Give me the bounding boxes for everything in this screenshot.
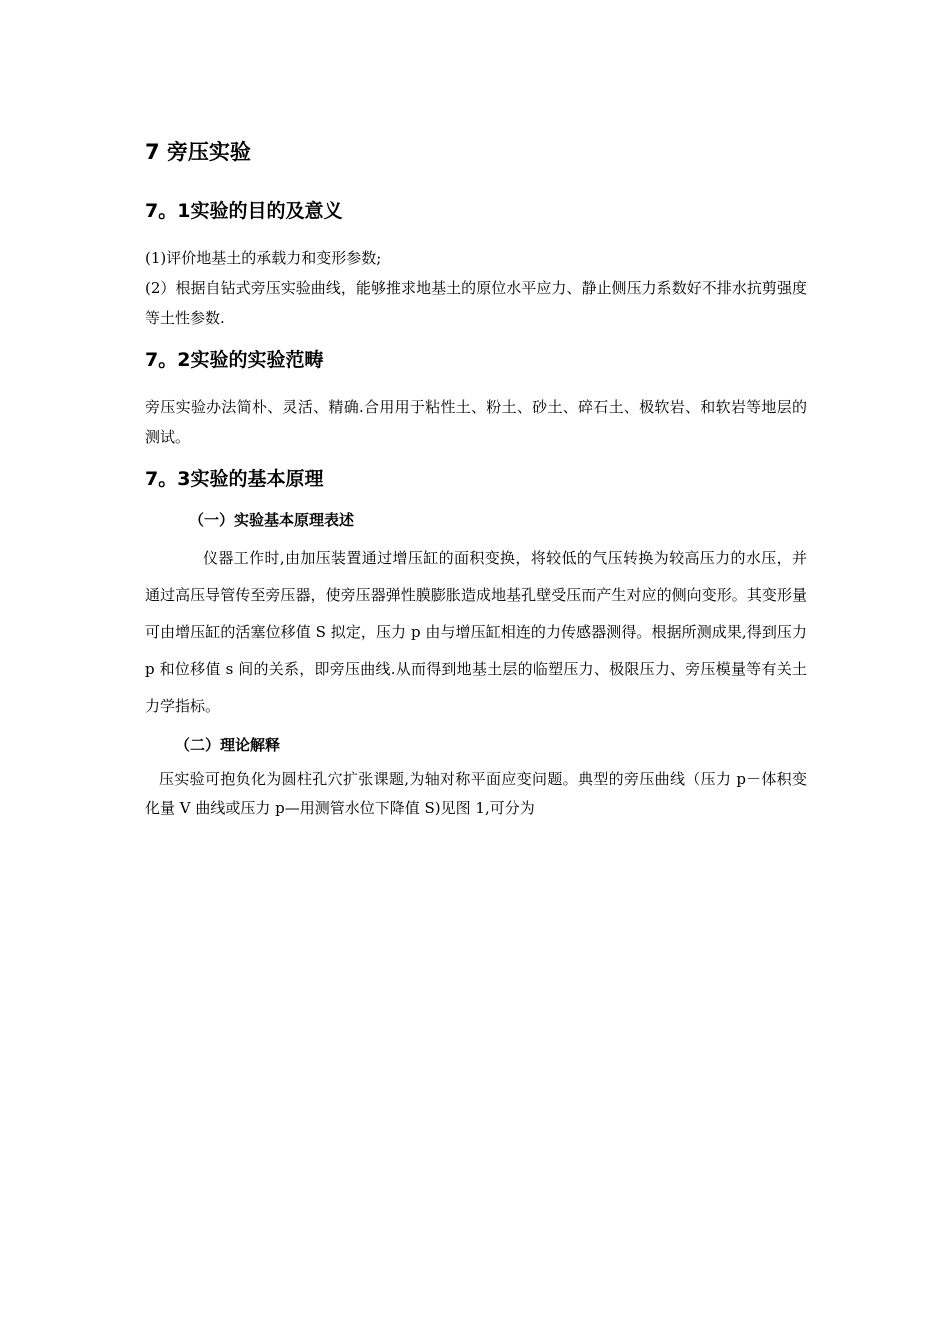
purpose-item-2: (2）根据自钻式旁压实验曲线，能够推求地基土的原位水平应力、静止侧压力系数好不排水抗剪强度等土性参数. <box>145 279 807 327</box>
section-heading-7-3: 7。3实验的基本原理 <box>145 468 324 490</box>
section-heading-7-2: 7。2实验的实验范畴 <box>145 349 324 371</box>
scope-paragraph: 旁压实验办法简朴、灵活、精确.合用用于粘性土、粉土、砂土、碎石土、极软岩、和软岩等地层的测试。 <box>145 398 807 446</box>
purpose-item-1: (1)评价地基土的承载力和变形参数; <box>145 249 382 267</box>
section-heading-7-1: 7。1实验的目的及意义 <box>145 200 343 222</box>
principle-paragraph: 仪器工作时,由加压装置通过增压缸的面积变换，将较低的气压转换为较高压力的水压，并通过高压导管传至旁压器，使旁压器弹性膜膨胀造成地基孔壁受压而产生对应的侧向变形。其变形量可由增压缸的活塞位移值 S 拟定，压力 p 由与增压缸相连的力传感器测得。根据所测成果,得到压力 p 和位移值 s 间的关系，即旁压曲线.从而得到地基土层的临塑压力、极限压力、旁压模量等有关土力学指标。 <box>145 549 807 715</box>
subsection-heading-principle: （一）实验基本原理表述 <box>189 511 355 529</box>
document-body <box>145 130 807 823</box>
chapter-title: 7 旁压实验 <box>145 140 251 164</box>
subsection-heading-theory: （二）理论解释 <box>175 736 281 754</box>
theory-paragraph: 压实验可抱负化为圆柱孔穴扩张课题,为轴对称平面应变问题。典型的旁压曲线（压力 p－体积变化量 V 曲线或压力 p—用测管水位下降值 S)见图 1,可分为 <box>145 770 807 817</box>
